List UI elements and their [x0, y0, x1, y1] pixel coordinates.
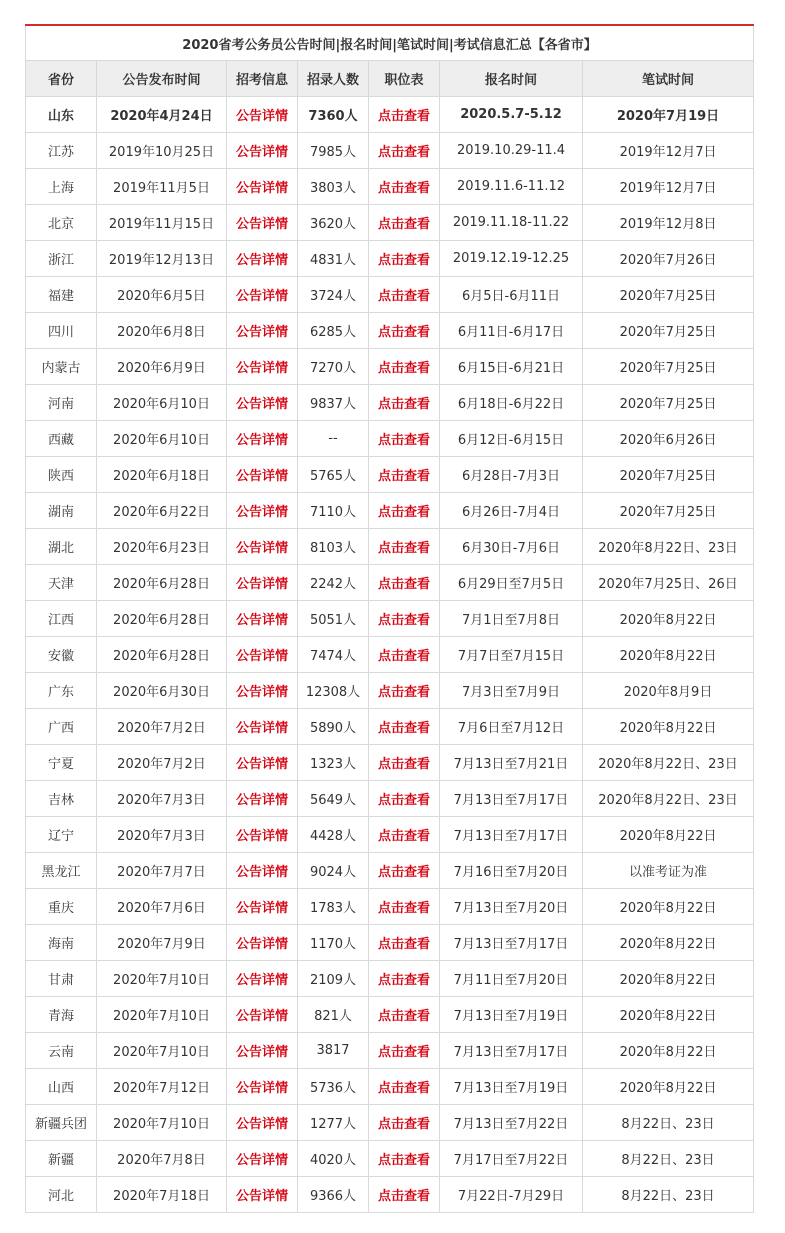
cell-announce-date: 2020年6月28日 [97, 601, 227, 637]
header-announce-date: 公告发布时间 [97, 61, 227, 97]
cell-position-list-link[interactable]: 点击查看 [369, 1033, 440, 1069]
table-row [26, 673, 754, 709]
cell-recruit-count: 4020人 [298, 1141, 369, 1177]
table-row [26, 637, 754, 673]
cell-position-list-link[interactable]: 点击查看 [369, 997, 440, 1033]
cell-exam-time: 2020年8月22日 [583, 889, 754, 925]
cell-announcement-link[interactable]: 公告详情 [227, 673, 298, 709]
cell-register-time: 6月5日-6月11日 [440, 277, 583, 313]
cell-position-list-link[interactable]: 点击查看 [369, 169, 440, 205]
table-row [26, 205, 754, 241]
cell-province: 江西 [26, 601, 97, 637]
cell-position-list-link[interactable]: 点击查看 [369, 529, 440, 565]
cell-province: 湖南 [26, 493, 97, 529]
cell-province: 新疆 [26, 1141, 97, 1177]
cell-recruit-count: 5649人 [298, 781, 369, 817]
cell-announcement-link[interactable]: 公告详情 [227, 169, 298, 205]
cell-position-list-link[interactable]: 点击查看 [369, 241, 440, 277]
cell-province: 四川 [26, 313, 97, 349]
cell-recruit-count: 5051人 [298, 601, 369, 637]
cell-province: 重庆 [26, 889, 97, 925]
cell-position-list-link[interactable]: 点击查看 [369, 1141, 440, 1177]
cell-position-list-link[interactable]: 点击查看 [369, 637, 440, 673]
header-province: 省份 [26, 61, 97, 97]
table-row [26, 925, 754, 961]
cell-exam-time: 2020年8月22日 [583, 1033, 754, 1069]
cell-position-list-link[interactable]: 点击查看 [369, 493, 440, 529]
header-position-list: 职位表 [369, 61, 440, 97]
table-row [26, 313, 754, 349]
cell-register-time: 7月16日至7月20日 [440, 853, 583, 889]
cell-recruit-count: 3803人 [298, 169, 369, 205]
cell-recruit-count: 12308人 [298, 673, 369, 709]
cell-recruit-count: 7270人 [298, 349, 369, 385]
table-row [26, 853, 754, 889]
cell-exam-time: 2020年7月25日 [583, 313, 754, 349]
cell-recruit-count: 9024人 [298, 853, 369, 889]
cell-province: 天津 [26, 565, 97, 601]
cell-register-time: 6月29日至7月5日 [440, 565, 583, 601]
table-row [26, 601, 754, 637]
table-row [26, 349, 754, 385]
cell-announce-date: 2020年6月22日 [97, 493, 227, 529]
cell-position-list-link[interactable]: 点击查看 [369, 313, 440, 349]
cell-announcement-link[interactable]: 公告详情 [227, 817, 298, 853]
cell-announce-date: 2020年4月24日 [97, 97, 227, 133]
cell-exam-time: 2020年7月25日 [583, 349, 754, 385]
cell-announcement-link[interactable]: 公告详情 [227, 925, 298, 961]
cell-register-time: 6月11日-6月17日 [440, 313, 583, 349]
cell-register-time: 2019.12.19-12.25 [440, 241, 583, 277]
cell-announcement-link[interactable]: 公告详情 [227, 709, 298, 745]
cell-position-list-link[interactable]: 点击查看 [369, 457, 440, 493]
cell-recruit-count: 2242人 [298, 565, 369, 601]
table-row [26, 493, 754, 529]
table-row [26, 529, 754, 565]
cell-position-list-link[interactable]: 点击查看 [369, 205, 440, 241]
cell-register-time: 2019.10.29-11.4 [440, 133, 583, 169]
table-row [26, 385, 754, 421]
cell-announce-date: 2020年7月10日 [97, 1033, 227, 1069]
cell-province: 福建 [26, 277, 97, 313]
cell-register-time: 6月26日-7月4日 [440, 493, 583, 529]
cell-province: 广西 [26, 709, 97, 745]
cell-register-time: 7月13日至7月21日 [440, 745, 583, 781]
cell-announce-date: 2019年12月13日 [97, 241, 227, 277]
cell-announce-date: 2020年6月9日 [97, 349, 227, 385]
cell-recruit-count: 821人 [298, 997, 369, 1033]
table-row [26, 997, 754, 1033]
cell-province: 西藏 [26, 421, 97, 457]
cell-register-time: 6月15日-6月21日 [440, 349, 583, 385]
cell-announcement-link[interactable]: 公告详情 [227, 1069, 298, 1105]
cell-announce-date: 2020年7月3日 [97, 817, 227, 853]
cell-announce-date: 2020年7月2日 [97, 709, 227, 745]
cell-register-time: 7月22日-7月29日 [440, 1177, 583, 1213]
table-row [26, 277, 754, 313]
cell-recruit-count: 9366人 [298, 1177, 369, 1213]
cell-province: 山西 [26, 1069, 97, 1105]
cell-province: 甘肃 [26, 961, 97, 997]
cell-announce-date: 2020年7月7日 [97, 853, 227, 889]
cell-register-time: 7月13日至7月17日 [440, 817, 583, 853]
cell-recruit-count: 7985人 [298, 133, 369, 169]
cell-announcement-link[interactable]: 公告详情 [227, 997, 298, 1033]
table-row [26, 781, 754, 817]
cell-province: 内蒙古 [26, 349, 97, 385]
cell-exam-time: 2020年8月22日 [583, 817, 754, 853]
cell-announcement-link[interactable]: 公告详情 [227, 637, 298, 673]
cell-register-time: 7月13日至7月17日 [440, 1033, 583, 1069]
cell-position-list-link[interactable]: 点击查看 [369, 1177, 440, 1213]
cell-recruit-count: 3724人 [298, 277, 369, 313]
cell-exam-time: 2020年7月25日、26日 [583, 565, 754, 601]
cell-province: 广东 [26, 673, 97, 709]
cell-announce-date: 2020年6月30日 [97, 673, 227, 709]
cell-announcement-link[interactable]: 公告详情 [227, 1141, 298, 1177]
table-row [26, 565, 754, 601]
cell-announce-date: 2020年6月28日 [97, 565, 227, 601]
cell-recruit-count: 7360人 [298, 97, 369, 133]
cell-announce-date: 2019年11月5日 [97, 169, 227, 205]
cell-announce-date: 2020年6月10日 [97, 385, 227, 421]
cell-announcement-link[interactable]: 公告详情 [227, 349, 298, 385]
cell-exam-time: 2020年8月22日、23日 [583, 781, 754, 817]
cell-announce-date: 2020年7月10日 [97, 997, 227, 1033]
cell-announcement-link[interactable]: 公告详情 [227, 241, 298, 277]
table-row [26, 421, 754, 457]
cell-register-time: 7月1日至7月8日 [440, 601, 583, 637]
cell-register-time: 6月28日-7月3日 [440, 457, 583, 493]
cell-exam-time: 2019年12月7日 [583, 169, 754, 205]
table-header-row [26, 61, 754, 97]
cell-exam-time: 以准考证为准 [583, 853, 754, 889]
cell-recruit-count: 1277人 [298, 1105, 369, 1141]
table-row [26, 961, 754, 997]
cell-announce-date: 2020年7月6日 [97, 889, 227, 925]
cell-announce-date: 2020年7月12日 [97, 1069, 227, 1105]
cell-announcement-link[interactable]: 公告详情 [227, 1177, 298, 1213]
cell-position-list-link[interactable]: 点击查看 [369, 565, 440, 601]
cell-register-time: 2020.5.7-5.12 [440, 97, 583, 133]
cell-announce-date: 2020年7月18日 [97, 1177, 227, 1213]
cell-exam-time: 2020年8月22日 [583, 1069, 754, 1105]
table-row [26, 1141, 754, 1177]
cell-register-time: 7月13日至7月17日 [440, 925, 583, 961]
cell-announcement-link[interactable]: 公告详情 [227, 1033, 298, 1069]
cell-exam-time: 2020年7月25日 [583, 493, 754, 529]
cell-position-list-link[interactable]: 点击查看 [369, 781, 440, 817]
cell-announcement-link[interactable]: 公告详情 [227, 601, 298, 637]
cell-recruit-count: 7110人 [298, 493, 369, 529]
cell-province: 青海 [26, 997, 97, 1033]
table-row [26, 241, 754, 277]
cell-province: 安徽 [26, 637, 97, 673]
cell-recruit-count: 7474人 [298, 637, 369, 673]
cell-position-list-link[interactable]: 点击查看 [369, 961, 440, 997]
cell-position-list-link[interactable]: 点击查看 [369, 1069, 440, 1105]
cell-province: 新疆兵团 [26, 1105, 97, 1141]
cell-register-time: 2019.11.18-11.22 [440, 205, 583, 241]
cell-recruit-count: 6285人 [298, 313, 369, 349]
table-row [26, 709, 754, 745]
cell-exam-time: 2020年8月22日、23日 [583, 529, 754, 565]
cell-announce-date: 2020年7月2日 [97, 745, 227, 781]
cell-announce-date: 2020年7月3日 [97, 781, 227, 817]
cell-province: 海南 [26, 925, 97, 961]
cell-recruit-count: 3620人 [298, 205, 369, 241]
cell-announcement-link[interactable]: 公告详情 [227, 205, 298, 241]
cell-recruit-count: -- [298, 421, 369, 457]
cell-announce-date: 2020年6月10日 [97, 421, 227, 457]
cell-province: 云南 [26, 1033, 97, 1069]
cell-register-time: 7月13日至7月17日 [440, 781, 583, 817]
cell-position-list-link[interactable]: 点击查看 [369, 709, 440, 745]
cell-announce-date: 2020年7月8日 [97, 1141, 227, 1177]
header-exam-time: 笔试时间 [583, 61, 754, 97]
cell-exam-time: 2020年8月22日、23日 [583, 745, 754, 781]
cell-province: 北京 [26, 205, 97, 241]
cell-register-time: 7月13日至7月20日 [440, 889, 583, 925]
exam-schedule-table [25, 24, 754, 1213]
cell-announcement-link[interactable]: 公告详情 [227, 565, 298, 601]
cell-announce-date: 2019年10月25日 [97, 133, 227, 169]
cell-recruit-count: 8103人 [298, 529, 369, 565]
cell-recruit-count: 5765人 [298, 457, 369, 493]
cell-announce-date: 2019年11月15日 [97, 205, 227, 241]
cell-province: 河南 [26, 385, 97, 421]
cell-announcement-link[interactable]: 公告详情 [227, 889, 298, 925]
cell-announce-date: 2020年7月9日 [97, 925, 227, 961]
cell-exam-time: 2020年8月22日 [583, 925, 754, 961]
cell-announce-date: 2020年6月8日 [97, 313, 227, 349]
cell-announcement-link[interactable]: 公告详情 [227, 781, 298, 817]
cell-position-list-link[interactable]: 点击查看 [369, 421, 440, 457]
cell-register-time: 7月6日至7月12日 [440, 709, 583, 745]
cell-position-list-link[interactable]: 点击查看 [369, 349, 440, 385]
cell-province: 宁夏 [26, 745, 97, 781]
cell-position-list-link[interactable]: 点击查看 [369, 817, 440, 853]
cell-exam-time: 2019年12月7日 [583, 133, 754, 169]
header-recruit-count: 招录人数 [298, 61, 369, 97]
cell-exam-time: 2020年7月26日 [583, 241, 754, 277]
cell-recruit-count: 1323人 [298, 745, 369, 781]
cell-announcement-link[interactable]: 公告详情 [227, 277, 298, 313]
cell-register-time: 7月13日至7月19日 [440, 997, 583, 1033]
table-row [26, 889, 754, 925]
cell-province: 上海 [26, 169, 97, 205]
cell-register-time: 2019.11.6-11.12 [440, 169, 583, 205]
table-row [26, 97, 754, 133]
cell-exam-time: 2020年8月22日 [583, 601, 754, 637]
cell-recruit-count: 9837人 [298, 385, 369, 421]
table-row [26, 1105, 754, 1141]
cell-exam-time: 2020年8月22日 [583, 637, 754, 673]
cell-exam-time: 8月22日、23日 [583, 1105, 754, 1141]
header-recruit-info: 招考信息 [227, 61, 298, 97]
table-row [26, 169, 754, 205]
cell-exam-time: 2019年12月8日 [583, 205, 754, 241]
cell-recruit-count: 1783人 [298, 889, 369, 925]
cell-position-list-link[interactable]: 点击查看 [369, 745, 440, 781]
cell-announce-date: 2020年6月23日 [97, 529, 227, 565]
table-row [26, 457, 754, 493]
cell-register-time: 7月17日至7月22日 [440, 1141, 583, 1177]
cell-register-time: 6月18日-6月22日 [440, 385, 583, 421]
cell-recruit-count: 4428人 [298, 817, 369, 853]
exam-schedule-table-container [25, 24, 753, 1213]
cell-announce-date: 2020年6月28日 [97, 637, 227, 673]
table-row [26, 133, 754, 169]
table-row [26, 745, 754, 781]
cell-position-list-link[interactable]: 点击查看 [369, 1105, 440, 1141]
cell-announcement-link[interactable]: 公告详情 [227, 853, 298, 889]
cell-recruit-count: 1170人 [298, 925, 369, 961]
table-row [26, 1177, 754, 1213]
cell-position-list-link[interactable]: 点击查看 [369, 133, 440, 169]
table-row [26, 1069, 754, 1105]
cell-exam-time: 2020年7月19日 [583, 97, 754, 133]
cell-register-time: 7月3日至7月9日 [440, 673, 583, 709]
cell-recruit-count: 5890人 [298, 709, 369, 745]
cell-province: 江苏 [26, 133, 97, 169]
cell-position-list-link[interactable]: 点击查看 [369, 601, 440, 637]
cell-announcement-link[interactable]: 公告详情 [227, 385, 298, 421]
cell-province: 陕西 [26, 457, 97, 493]
cell-exam-time: 2020年7月25日 [583, 457, 754, 493]
cell-announcement-link[interactable]: 公告详情 [227, 457, 298, 493]
cell-recruit-count: 2109人 [298, 961, 369, 997]
cell-position-list-link[interactable]: 点击查看 [369, 385, 440, 421]
cell-register-time: 6月12日-6月15日 [440, 421, 583, 457]
cell-exam-time: 2020年6月26日 [583, 421, 754, 457]
cell-register-time: 7月7日至7月15日 [440, 637, 583, 673]
cell-position-list-link[interactable]: 点击查看 [369, 277, 440, 313]
cell-announcement-link[interactable]: 公告详情 [227, 745, 298, 781]
cell-province: 辽宁 [26, 817, 97, 853]
cell-province: 吉林 [26, 781, 97, 817]
cell-exam-time: 2020年8月22日 [583, 961, 754, 997]
cell-position-list-link[interactable]: 点击查看 [369, 97, 440, 133]
cell-announcement-link[interactable]: 公告详情 [227, 961, 298, 997]
cell-register-time: 7月11日至7月20日 [440, 961, 583, 997]
cell-province: 山东 [26, 97, 97, 133]
cell-exam-time: 8月22日、23日 [583, 1141, 754, 1177]
cell-announcement-link[interactable]: 公告详情 [227, 97, 298, 133]
cell-announcement-link[interactable]: 公告详情 [227, 421, 298, 457]
header-register-time: 报名时间 [440, 61, 583, 97]
cell-register-time: 6月30日-7月6日 [440, 529, 583, 565]
cell-announcement-link[interactable]: 公告详情 [227, 529, 298, 565]
cell-position-list-link[interactable]: 点击查看 [369, 853, 440, 889]
cell-recruit-count: 3817 [298, 1033, 369, 1069]
table-row [26, 1033, 754, 1069]
cell-register-time: 7月13日至7月22日 [440, 1105, 583, 1141]
cell-province: 湖北 [26, 529, 97, 565]
cell-announce-date: 2020年7月10日 [97, 961, 227, 997]
cell-position-list-link[interactable]: 点击查看 [369, 889, 440, 925]
cell-exam-time: 2020年7月25日 [583, 277, 754, 313]
cell-announce-date: 2020年6月5日 [97, 277, 227, 313]
cell-announcement-link[interactable]: 公告详情 [227, 1105, 298, 1141]
cell-register-time: 7月13日至7月19日 [440, 1069, 583, 1105]
cell-announcement-link[interactable]: 公告详情 [227, 313, 298, 349]
cell-exam-time: 2020年8月9日 [583, 673, 754, 709]
cell-exam-time: 2020年8月22日 [583, 997, 754, 1033]
table-title: 2020省考公务员公告时间|报名时间|笔试时间|考试信息汇总【各省市】 [26, 25, 754, 61]
cell-exam-time: 2020年8月22日 [583, 709, 754, 745]
cell-announcement-link[interactable]: 公告详情 [227, 493, 298, 529]
cell-province: 黑龙江 [26, 853, 97, 889]
cell-exam-time: 8月22日、23日 [583, 1177, 754, 1213]
cell-province: 浙江 [26, 241, 97, 277]
cell-announce-date: 2020年6月18日 [97, 457, 227, 493]
cell-announce-date: 2020年7月10日 [97, 1105, 227, 1141]
cell-exam-time: 2020年7月25日 [583, 385, 754, 421]
cell-announcement-link[interactable]: 公告详情 [227, 133, 298, 169]
cell-province: 河北 [26, 1177, 97, 1213]
cell-position-list-link[interactable]: 点击查看 [369, 925, 440, 961]
cell-recruit-count: 4831人 [298, 241, 369, 277]
cell-recruit-count: 5736人 [298, 1069, 369, 1105]
table-row [26, 817, 754, 853]
cell-position-list-link[interactable]: 点击查看 [369, 673, 440, 709]
